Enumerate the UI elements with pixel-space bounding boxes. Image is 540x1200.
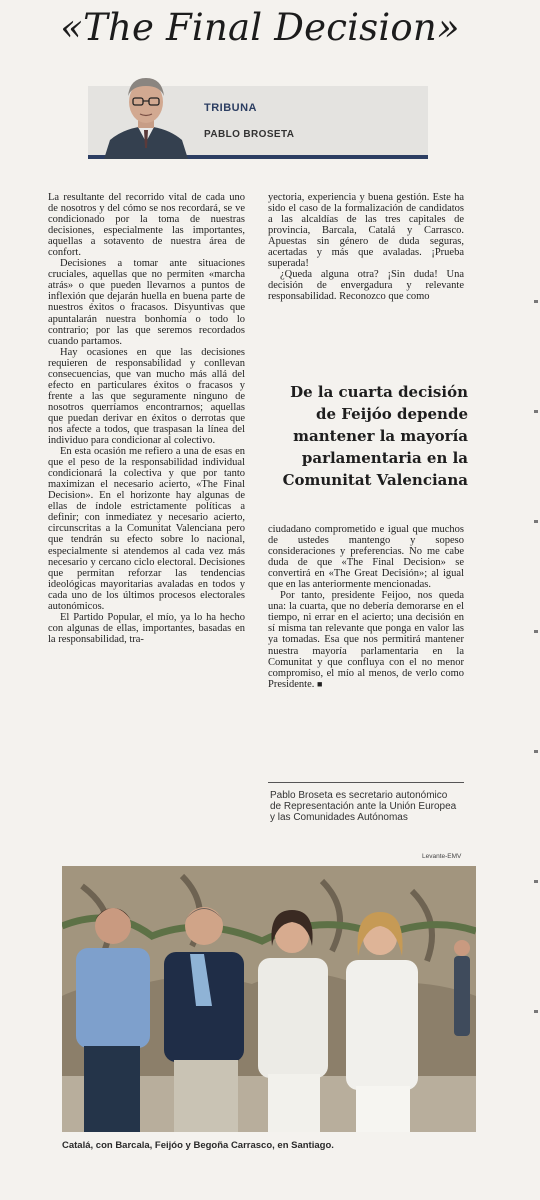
author-bio: Pablo Broseta es secretario autonómico de Representación ante la Unión Europea y las Comunidades Autónomas [270, 790, 457, 823]
body-paragraph: ciudadano comprometido e igual que muchos de ustedes mantengo y sopeso consideraciones y preferencias. No me cabe duda de que «The Final Decision» se convertirá en «The Great Decisión»; al igual que en las anteriormente mencionadas. [268, 524, 464, 591]
section-label: TRIBUNA [204, 102, 257, 114]
pull-quote: De la cuarta decisión de Feijóo depende mantener la mayoría parlamentaria en la Comunitat Valenciana [282, 383, 468, 489]
author-portrait [100, 70, 192, 159]
body-paragraph: Decisiones a tomar ante situaciones cruciales, aquellas que no permiten «marcha atrás» o que pueden llevarnos a puntos de inflexión que dejarán huella en buena parte de nuestros éxitos o fracasos. Disyuntivas que apuntalarán nuestra bonhomía o todo lo contrario; por las que seremos recordados cuando partamos. [48, 258, 245, 347]
adjacent-page-edge [532, 290, 540, 1170]
group-photo [62, 866, 476, 1132]
body-column-2-top [268, 192, 464, 302]
article-headline: «The Final Decision» [60, 6, 460, 49]
body-paragraph: Hay ocasiones en que las decisiones requieren de responsabilidad y conllevan consecuencias, que van mucho más allá del efecto en particulares éxitos o fracasos y frente a las que seguramente ninguno de nosotros querríamos encontrarnos; aquellas que puedan derivar en éxitos o derrotas que nos afecte a todos, que traspasan la línea del individuo para condicionar al colectivo. [48, 346, 245, 447]
body-paragraph: La resultante del recorrido vital de cada uno de nosotros y del cómo se nos recordará, se ve condicionado por la toma de nuestras decisiones, especialmente las importantes, aquellas a sotavento de nuestra área de confort. [48, 192, 245, 259]
author-name: PABLO BROSETA [204, 129, 295, 140]
photo-credit: Levante-EMV [422, 853, 462, 860]
body-paragraph: ¿Queda alguna otra? ¡Sin duda! Una decisión de envergadura y relevante responsabilidad. Reconozco que como [268, 269, 464, 303]
body-paragraph: Por tanto, presidente Feijoo, nos queda una: la cuarta, que no debería demorarse en el tiempo, ni errar en el acierto; una decisión en sí misma tan relevante que ponga en valor las ya tomadas. Esa que nos permitirá mantener nuestra mayoría parlamentaria en la Comunitat y que confluya con el no menor compromiso, el mío al menos, de verlo como Presidente. [268, 590, 464, 690]
body-paragraph: yectoria, experiencia y buena gestión. Este ha sido el caso de la formalización de candidatos a las alcaldías de las tres capitales de provincia, Barcala, Catalá y Carrasco. Apuestas sin género de duda seguras, acertadas y más que avaladas. ¡Prueba superada! [268, 192, 464, 270]
bio-divider [268, 782, 464, 783]
end-mark-icon: ■ [317, 678, 323, 689]
body-column-2-bottom [268, 524, 464, 690]
body-column-1 [48, 192, 245, 645]
byline-box [88, 86, 428, 159]
photo-caption: Catalá, con Barcala, Feijóo y Begoña Carrasco, en Santiago. [62, 1140, 334, 1151]
body-paragraph: En esta ocasión me refiero a una de esas en que el peso de la responsabilidad individual condicionará la colectiva y que por tanto maximizan el necesario acierto, «The Final Decision». En el horizonte hay algunas de ellas de índole estrictamente políticas a definir; con inmediatez y necesario acierto, circunscritas a la Comunitat Valenciana pero que tendrán su efecto sobre lo nacional, especialmente si atendemos al cada vez más necesario y cercano ciclo electoral. Decisiones que permitan reforzar las tendencias ideológicas mayoritarias avaladas en todos y cada uno de los últimos procesos electorales autonómicos. [48, 446, 245, 612]
body-paragraph: El Partido Popular, el mío, ya lo ha hecho con algunas de ellas, importantes, basadas en la responsabilidad, tra- [48, 611, 245, 645]
